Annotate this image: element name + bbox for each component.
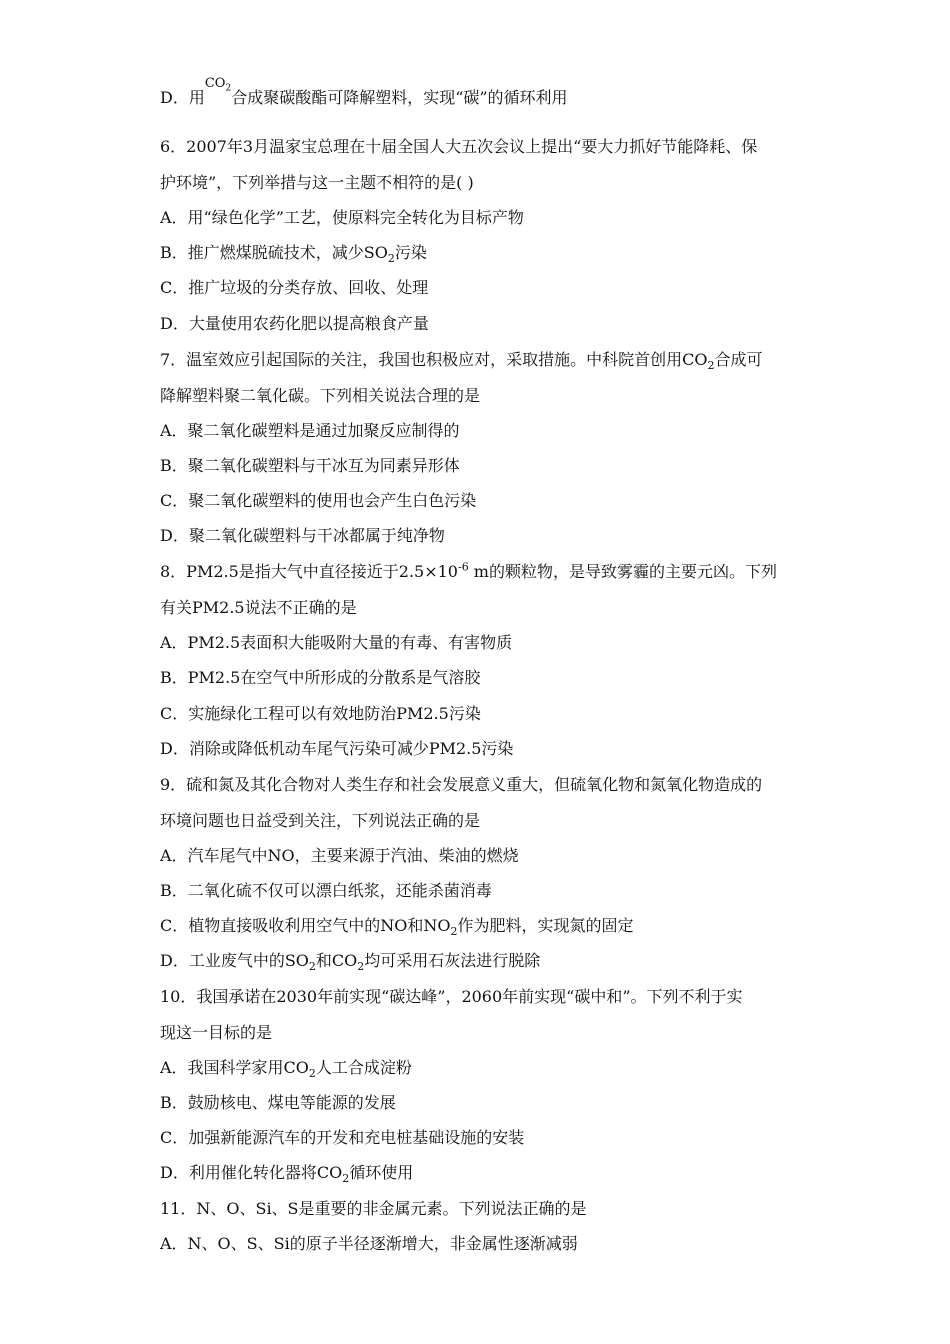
q8-stem-line2: 有关PM2.5说法不正确的是 bbox=[160, 598, 357, 617]
q7-stem-line1: 7．温室效应引起国际的关注，我国也积极应对，采取措施。中科院首创用$CO_2$合成可 bbox=[160, 350, 763, 373]
q8-stem-line1: 8．PM2.5是指大气中直径接近于$2.5\times 10^{-6}$ m的颗粒物，是导致雾霾的主要元凶。下列 bbox=[160, 560, 777, 581]
q6-option-c: C．推广垃圾的分类存放、回收、处理 bbox=[160, 278, 429, 297]
q6-option-a: A．用“绿色化学”工艺，使原料完全转化为目标产物 bbox=[160, 208, 524, 227]
q9-option-b: B．二氧化硫不仅可以漂白纸浆，还能杀菌消毒 bbox=[160, 881, 492, 900]
option-text: D．用 bbox=[160, 88, 205, 107]
q6-option-d: D．大量使用农药化肥以提高粮食产量 bbox=[160, 314, 429, 333]
q7-option-c: C．聚二氧化碳塑料的使用也会产生白色污染 bbox=[160, 491, 477, 510]
q9-option-d: D．工业废气中的$SO_2$和$CO_2$均可采用石灰法进行脱除 bbox=[160, 951, 541, 974]
q10-stem-line1: 10．我国承诺在2030年前实现“碳达峰”，2060年前实现“碳中和”。下列不利于实 bbox=[160, 987, 743, 1006]
q9-stem-line1: 9．硫和氮及其化合物对人类生存和社会发展意义重大，但硫氧化物和氮氧化物造成的 bbox=[160, 775, 763, 794]
q10-option-b: B．鼓励核电、煤电等能源的发展 bbox=[160, 1093, 396, 1112]
option-text: 合成聚碳酸酯可降解塑料，实现“碳”的循环利用 bbox=[231, 88, 568, 107]
q9-option-a: A．汽车尾气中NO，主要来源于汽油、柴油的燃烧 bbox=[160, 846, 519, 865]
q9-stem-line2: 环境问题也日益受到关注，下列说法正确的是 bbox=[160, 811, 481, 830]
q5-option-d bbox=[160, 76, 568, 110]
q10-option-c: C．加强新能源汽车的开发和充电桩基础设施的安装 bbox=[160, 1128, 525, 1147]
q10-stem-line2: 现这一目标的是 bbox=[160, 1023, 273, 1042]
formula-co2: CO2 bbox=[204, 76, 232, 94]
q6-stem-line1: 6．2007年3月温家宝总理在十届全国人大五次会议上提出“要大力抓好节能降耗、保 bbox=[160, 137, 758, 156]
q7-stem-line2: 降解塑料聚二氧化碳。下列相关说法合理的是 bbox=[160, 386, 481, 405]
q11-stem-line1: 11．N、O、Si、S是重要的非金属元素。下列说法正确的是 bbox=[160, 1199, 587, 1218]
q8-option-d: D．消除或降低机动车尾气污染可减少PM2.5污染 bbox=[160, 739, 514, 758]
q10-option-a: A．我国科学家用$CO_2$人工合成淀粉 bbox=[160, 1058, 412, 1081]
q7-option-d: D．聚二氧化碳塑料与干冰都属于纯净物 bbox=[160, 526, 445, 545]
q6-option-b: B．推广燃煤脱硫技术，减少$SO_2$污染 bbox=[160, 243, 427, 266]
q10-option-d: D．利用催化转化器将$CO_2$循环使用 bbox=[160, 1163, 414, 1186]
q11-option-a: A．N、O、S、Si的原子半径逐渐增大，非金属性逐渐减弱 bbox=[160, 1234, 578, 1253]
q8-option-c: C．实施绿化工程可以有效地防治PM2.5污染 bbox=[160, 704, 481, 723]
q9-option-c: C．植物直接吸收利用空气中的NO和$NO_2$作为肥料，实现氮的固定 bbox=[160, 916, 634, 939]
q8-option-a: A．PM2.5表面积大能吸附大量的有毒、有害物质 bbox=[160, 633, 513, 652]
q8-option-b: B．PM2.5在空气中所形成的分散系是气溶胶 bbox=[160, 668, 481, 687]
q7-option-a: A．聚二氧化碳塑料是通过加聚反应制得的 bbox=[160, 421, 460, 440]
q7-option-b: B．聚二氧化碳塑料与干冰互为同素异形体 bbox=[160, 456, 460, 475]
q6-stem-line2: 护环境”，下列举措与这一主题不相符的是( ) bbox=[160, 173, 474, 192]
